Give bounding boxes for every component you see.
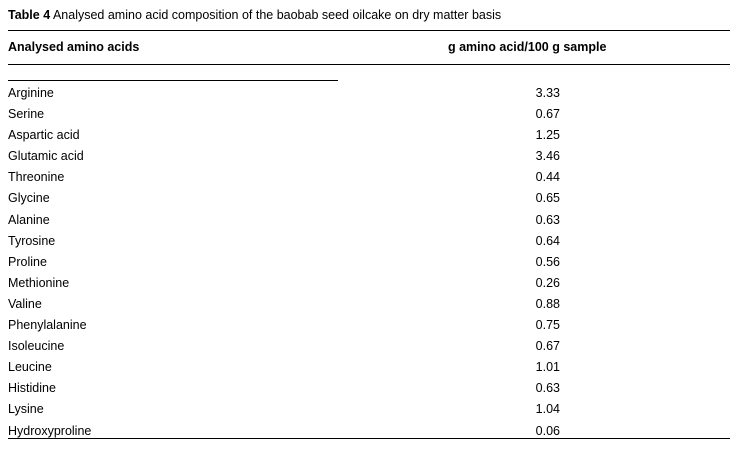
table-row	[0, 233, 738, 254]
amino-acid-value: 0.63	[535, 381, 560, 396]
table-row	[0, 127, 738, 148]
column-header-analysed-amino-acids: Analysed amino acids	[8, 40, 140, 54]
table-row	[0, 338, 738, 359]
amino-acid-value: 3.33	[535, 86, 560, 100]
amino-acid-value: 0.56	[535, 254, 560, 269]
table-header-rule	[8, 64, 730, 65]
amino-acid-name: Histidine	[8, 381, 56, 396]
amino-acid-value: 0.06	[535, 423, 560, 438]
amino-acid-value: 0.75	[535, 318, 560, 333]
amino-acid-name: Isoleucine	[8, 339, 65, 354]
amino-acid-value: 0.63	[535, 212, 560, 227]
table-row	[0, 106, 738, 127]
table-row	[0, 423, 738, 444]
amino-acid-name: Methionine	[8, 275, 70, 290]
amino-acid-name: Valine	[8, 296, 42, 311]
amino-acid-value: 0.64	[535, 233, 560, 248]
amino-acid-name: Aspartic acid	[8, 128, 80, 143]
table-caption	[8, 7, 724, 23]
table-subheader-rule	[8, 80, 338, 81]
amino-acid-value: 3.46	[535, 149, 560, 164]
table-bottom-rule	[8, 438, 730, 439]
amino-acid-name: Arginine	[8, 86, 54, 100]
amino-acid-name: Proline	[8, 254, 47, 269]
table-row	[0, 380, 738, 401]
amino-acid-value: 0.88	[535, 296, 560, 311]
amino-acid-name: Tyrosine	[8, 233, 56, 248]
table-caption-text: Analysed amino acid composition of the baobab seed oilcake on dry matter basis	[52, 8, 502, 22]
amino-acid-value: 0.44	[535, 170, 560, 185]
table-body	[0, 85, 738, 444]
amino-acid-name: Leucine	[8, 360, 52, 375]
amino-acid-value: 0.67	[535, 107, 560, 122]
table-row	[0, 212, 738, 233]
amino-acid-name: Glutamic acid	[8, 149, 84, 164]
table-row	[0, 148, 738, 169]
amino-acid-value: 1.04	[535, 402, 560, 417]
amino-acid-name: Alanine	[8, 212, 50, 227]
table-row	[0, 275, 738, 296]
amino-acid-name: Lysine	[8, 402, 44, 417]
table-caption-label: Table 4	[8, 8, 51, 22]
table-row	[0, 254, 738, 275]
amino-acid-value: 1.01	[535, 360, 560, 375]
table-row	[0, 85, 738, 106]
amino-acid-value: 0.67	[535, 339, 560, 354]
amino-acid-name: Threonine	[8, 170, 65, 185]
amino-acid-value: 1.25	[535, 128, 560, 143]
table-header-row	[0, 40, 738, 60]
amino-acid-value: 0.26	[535, 275, 560, 290]
table-row	[0, 169, 738, 190]
amino-acid-name: Glycine	[8, 191, 50, 206]
table-row	[0, 190, 738, 211]
table-row	[0, 401, 738, 422]
table-row	[0, 296, 738, 317]
amino-acid-name: Serine	[8, 107, 45, 122]
table-row	[0, 359, 738, 380]
table-row	[0, 317, 738, 338]
amino-acid-name: Hydroxyproline	[8, 423, 92, 438]
amino-acid-value: 0.65	[535, 191, 560, 206]
column-header-amount: g amino acid/100 g sample	[448, 40, 607, 54]
amino-acid-name: Phenylalanine	[8, 318, 87, 333]
table-top-rule	[8, 30, 730, 31]
